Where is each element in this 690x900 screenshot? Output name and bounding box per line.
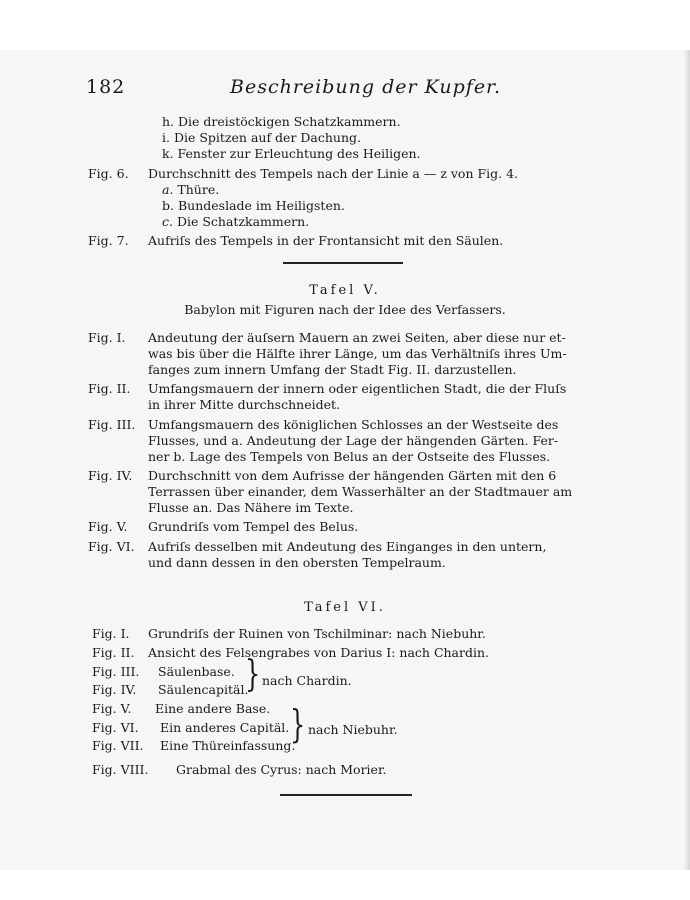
scan-top-margin: [0, 0, 690, 50]
page-edge-shadow: [684, 50, 690, 870]
brace-symbol: }: [245, 653, 261, 695]
figure-description: Ansicht des Felsengrabes von Darius I: nach Chardin.: [148, 645, 490, 660]
figure-label: Fig. III.: [88, 417, 136, 432]
figure-label: Fig. V.: [88, 519, 128, 534]
section-title: Tafel VI.: [304, 600, 386, 615]
page-header: [78, 76, 598, 104]
figure-label: Fig. VIII.: [92, 762, 149, 777]
list-item: b. Bundeslade im Heiligsten.: [162, 198, 345, 213]
list-item: h. Die dreistöckigen Schatzkammern.: [162, 114, 401, 129]
figure-description: Aufriſs des Tempels in der Frontansicht mit den Säulen.: [148, 233, 504, 248]
attribution: nach Niebuhr.: [308, 722, 398, 737]
running-title: Beschreibung der Kupfer.: [230, 76, 502, 98]
figure-description: Andeutung der äuſsern Mauern an zwei Seiten, aber diese nur et-: [148, 330, 566, 345]
section-subtitle: Babylon mit Figuren nach der Idee des Verfassers.: [184, 302, 506, 317]
scan-bottom-margin: [0, 870, 690, 900]
figure-description: Säulencapitäl.: [158, 682, 249, 697]
figure-label: Fig. I.: [88, 330, 126, 345]
figure-description: was bis über die Hälfte ihrer Länge, um das Verhältniſs ihres Um-: [148, 346, 567, 361]
figure-label: Fig. VII.: [92, 738, 144, 753]
list-item: i. Die Spitzen auf der Dachung.: [162, 130, 362, 145]
figure-description: Eine andere Base.: [155, 701, 271, 716]
figure-label: Fig. VI.: [88, 539, 135, 554]
figure-description: Grundriſs vom Tempel des Belus.: [148, 519, 359, 534]
figure-description: in ihrer Mitte durchschneidet.: [148, 397, 340, 412]
figure-description: Flusses, und a. Andeutung der Lage der hängenden Gärten. Fer-: [148, 433, 559, 448]
figure-description: und dann dessen in den obersten Tempelraum.: [148, 555, 446, 570]
figure-description: Säulenbase.: [158, 664, 235, 679]
figure-label: Fig. V.: [92, 701, 132, 716]
list-item: c. Die Schatzkammern.: [162, 214, 310, 229]
figure-description: Umfangsmauern des königlichen Schlosses an der Westseite des: [148, 417, 559, 432]
figure-label: Fig. IV.: [92, 682, 137, 697]
section-title: Tafel V.: [309, 283, 381, 298]
figure-description: Ein anderes Capitäl.: [160, 720, 290, 735]
brace-symbol: }: [290, 701, 306, 747]
figure-description: Durchschnitt des Tempels nach der Linie a — z von Fig. 4.: [148, 166, 519, 181]
figure-label: Fig. 7.: [88, 233, 129, 248]
figure-description: ner b. Lage des Tempels von Belus an der Ostseite des Flusses.: [148, 449, 551, 464]
figure-label: Fig. I.: [92, 626, 130, 641]
figure-label: Fig. VI.: [92, 720, 139, 735]
end-rule: [280, 794, 412, 796]
list-item: a. Thüre.: [162, 182, 220, 197]
figure-description: Grundriſs der Ruinen von Tschilminar: nach Niebuhr.: [148, 626, 486, 641]
page-number: 182: [86, 76, 126, 98]
figure-description: Grabmal des Cyrus: nach Morier.: [176, 762, 387, 777]
attribution: nach Chardin.: [262, 673, 352, 688]
figure-description: Aufriſs desselben mit Andeutung des Einganges in den untern,: [148, 539, 547, 554]
figure-label: Fig. II.: [88, 381, 131, 396]
figure-description: Umfangsmauern der innern oder eigentlichen Stadt, die der Fluſs: [148, 381, 567, 396]
figure-label: Fig. II.: [92, 645, 135, 660]
figure-label: Fig. 6.: [88, 166, 129, 181]
figure-description: fanges zum innern Umfang der Stadt Fig. II. darzustellen.: [148, 362, 517, 377]
figure-label: Fig. III.: [92, 664, 140, 679]
list-item: k. Fenster zur Erleuchtung des Heiligen.: [162, 146, 421, 161]
figure-description: Terrassen über einander, dem Wasserhälter an der Stadtmauer am: [148, 484, 573, 499]
figure-description: Durchschnitt von dem Aufrisse der hängenden Gärten mit den 6: [148, 468, 557, 483]
section-divider: [283, 262, 403, 264]
figure-description: Eine Thüreinfassung.: [160, 738, 296, 753]
figure-description: Flusse an. Das Nähere im Texte.: [148, 500, 354, 515]
figure-label: Fig. IV.: [88, 468, 133, 483]
